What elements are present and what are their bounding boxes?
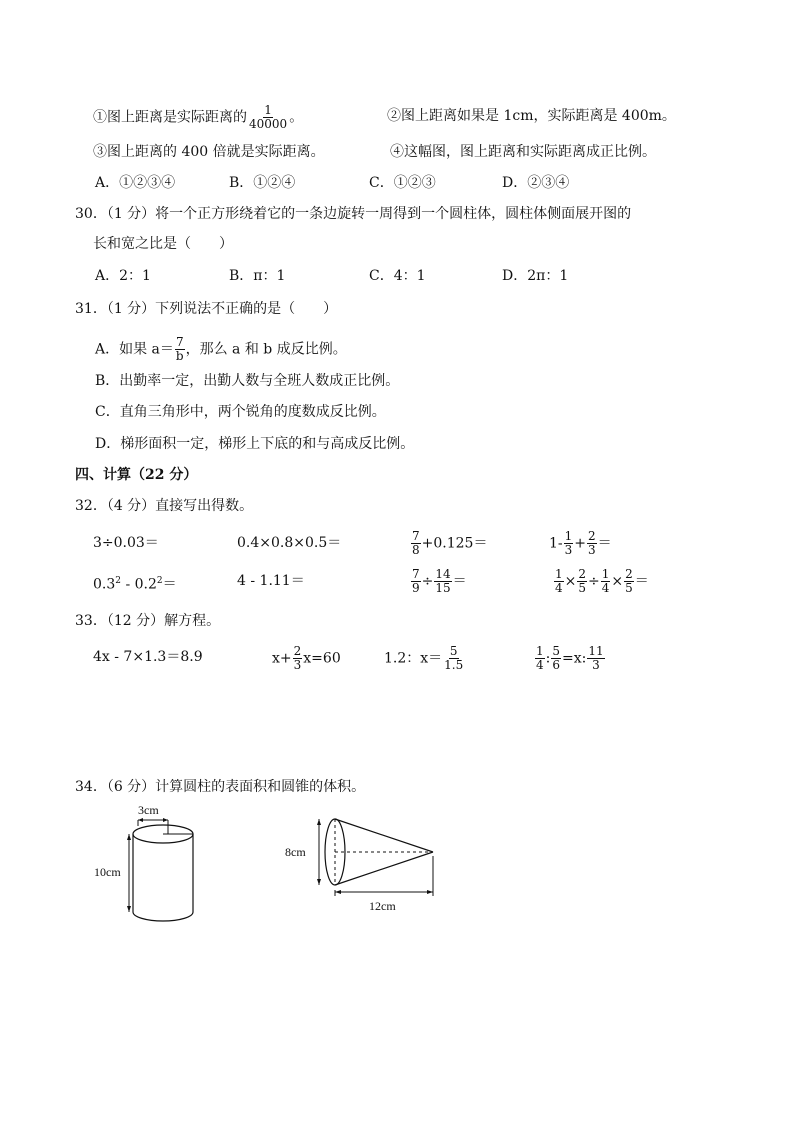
cone-height-label: 12cm bbox=[369, 899, 396, 913]
q33-equation: x+ $\frac{2}{3}$ x=60 bbox=[272, 644, 341, 672]
q30-option-c[interactable]: C．4：1 bbox=[369, 268, 426, 284]
q29-statement-1: ①图上距离是实际距离的 $\frac{1}{40000}$ 。 bbox=[93, 103, 304, 131]
q33-equation: $\frac{1}{4}$ : $\frac{5}{6}$ =x: $\frac{11}{3}$ bbox=[536, 644, 604, 672]
q29-option-c[interactable]: C．①②③ bbox=[369, 175, 436, 191]
q31-stem: 31．（1 分）下列说法不正确的是（ ） bbox=[75, 301, 338, 317]
q29-statement-2: ②图上距离如果是 1cm，实际距离是 400m。 bbox=[387, 108, 676, 124]
section-title: 四、计算（22 分） bbox=[75, 467, 198, 483]
cone-diameter-label: 8cm bbox=[285, 845, 306, 859]
q31-option-a[interactable]: A．如果 a＝ $\frac{7}{b}$ ，那么 a 和 b 成反比例。 bbox=[95, 335, 347, 363]
q30-option-a[interactable]: A．2：1 bbox=[95, 268, 151, 284]
q32-stem: 32．（4 分）直接写出得数。 bbox=[75, 498, 254, 514]
q29-statement-3: ③图上距离的 400 倍就是实际距离。 bbox=[93, 144, 325, 160]
q32-item: 4 - 1.11＝ bbox=[237, 573, 305, 589]
q33-stem: 33．（12 分）解方程。 bbox=[75, 613, 221, 629]
cylinder-radius-label: 3cm bbox=[138, 803, 159, 817]
q32-item: 3÷0.03＝ bbox=[93, 535, 159, 551]
q30-option-b[interactable]: B．π：1 bbox=[229, 268, 286, 284]
q34-stem: 34．（6 分）计算圆柱的表面积和圆锥的体积。 bbox=[75, 779, 366, 795]
cone-figure bbox=[283, 810, 443, 920]
cylinder-height-label: 10cm bbox=[94, 865, 121, 879]
q32-item: $\frac{7}{9}$ ÷ $\frac{14}{15}$ ＝ bbox=[412, 567, 467, 595]
q30-stem-line2: 长和宽之比是（ ） bbox=[93, 236, 233, 252]
q31-option-b[interactable]: B．出勤率一定，出勤人数与全班人数成正比例。 bbox=[95, 373, 400, 389]
fraction: $\frac{7}{b}$ bbox=[175, 335, 184, 363]
q33-equation: 4x - 7×1.3＝8.9 bbox=[93, 649, 203, 665]
q29-option-b[interactable]: B．①②④ bbox=[229, 175, 296, 191]
q32-item: $0.3^2 - 0.2^2=$ bbox=[93, 576, 177, 593]
q32-item: $\frac{1}{4}$ × $\frac{2}{5}$ ÷ $\frac{1}{4}$ × $\frac{2}{5}$ ＝ bbox=[555, 567, 649, 595]
q32-item: 0.4×0.8×0.5＝ bbox=[237, 535, 342, 551]
q33-equation: 1.2：x＝ $\frac{5}{1.5}$ bbox=[384, 644, 464, 672]
q31-option-d[interactable]: D．梯形面积一定，梯形上下底的和与高成反比例。 bbox=[95, 436, 415, 452]
q30-stem-line1: 30．（1 分）将一个正方形绕着它的一条边旋转一周得到一个圆柱体，圆柱体侧面展开图的 bbox=[75, 206, 632, 222]
cylinder-figure bbox=[90, 800, 220, 930]
q32-item: $\frac{7}{8}$ +0.125＝ bbox=[412, 529, 488, 557]
q29-statement-4: ④这幅图，图上距离和实际距离成正比例。 bbox=[390, 144, 656, 160]
q30-option-d[interactable]: D．2π：1 bbox=[502, 268, 569, 284]
q32-item: 1- $\frac{1}{3}$ + $\frac{2}{3}$ ＝ bbox=[549, 529, 612, 557]
fraction: $\frac{1}{40000}$ bbox=[249, 103, 288, 131]
q29-option-d[interactable]: D．②③④ bbox=[502, 175, 570, 191]
q31-option-c[interactable]: C．直角三角形中，两个锐角的度数成反比例。 bbox=[95, 404, 386, 420]
q29-option-a[interactable]: A．①②③④ bbox=[95, 175, 176, 191]
